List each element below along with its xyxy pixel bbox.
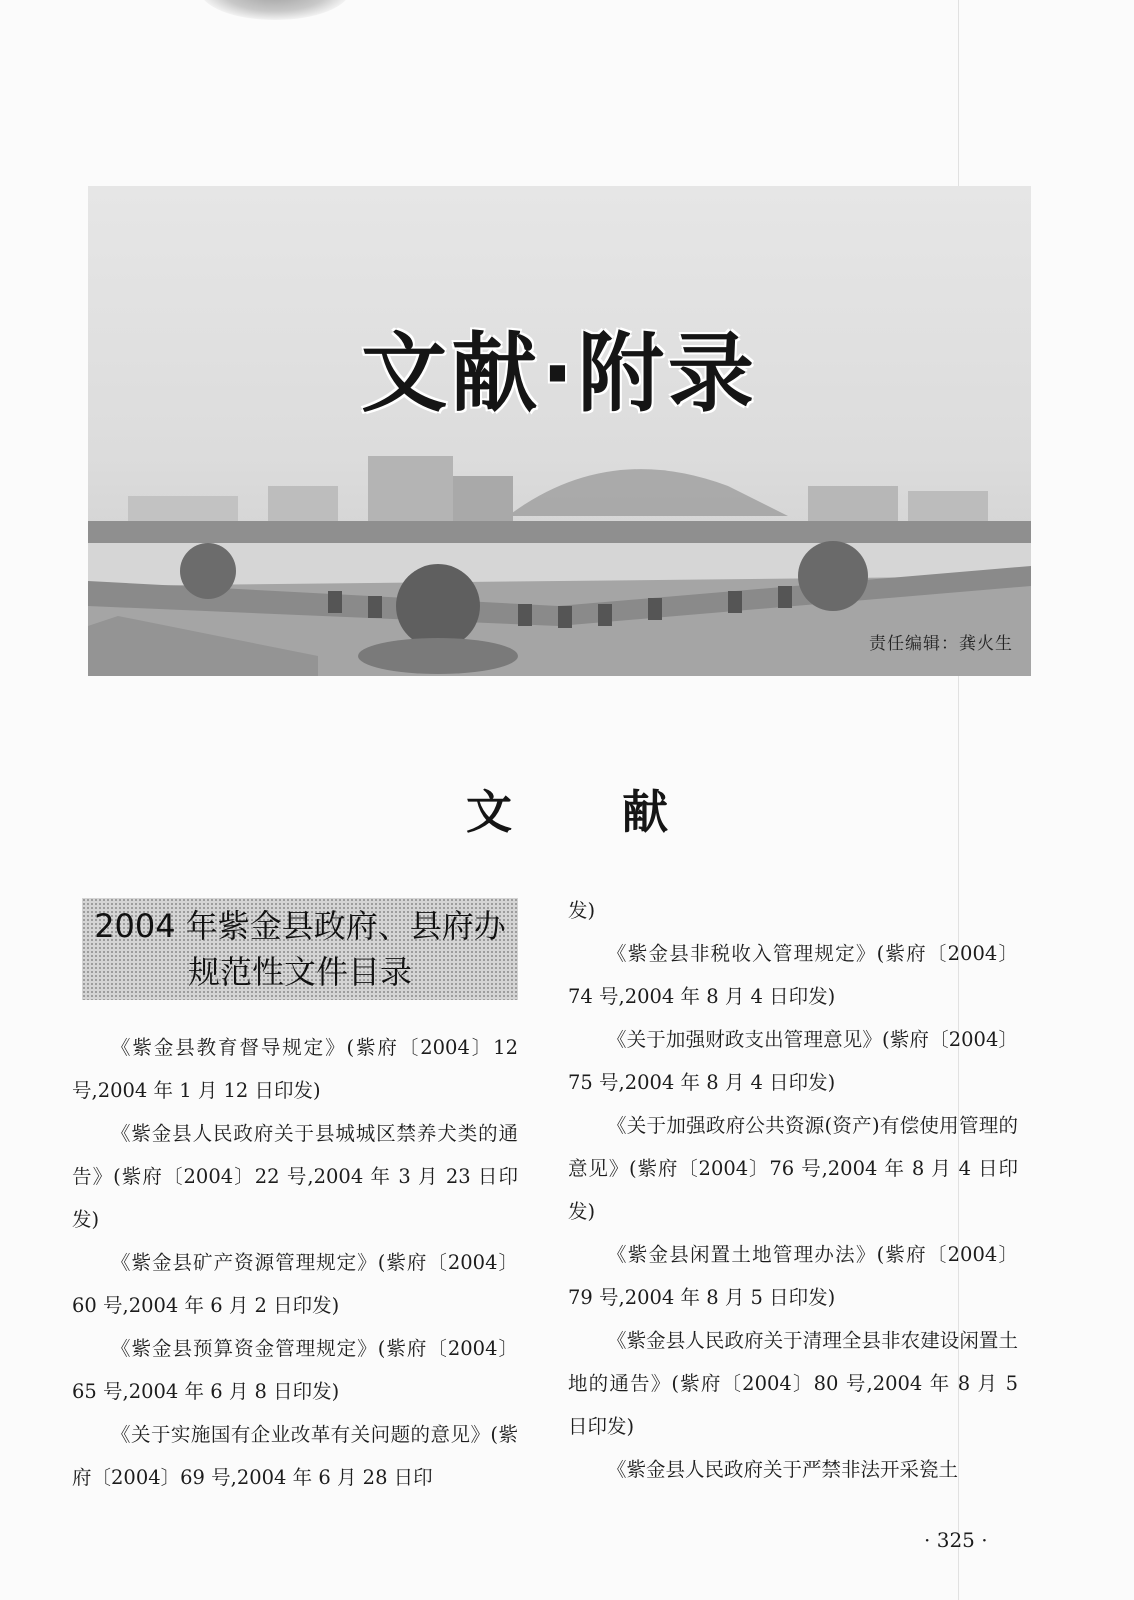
scan-artifact (200, 0, 350, 20)
document-entry: 《紫金县闲置土地管理办法》(紫府〔2004〕79 号,2004 年 8 月 5 日印发) (568, 1243, 1018, 1309)
banner-title: 文献·附录 (361, 324, 758, 424)
document-entry: 《紫金县人民政府关于清理全县非农建设闲置土地的通告》(紫府〔2004〕80 号,2004 年 8 月 5 日印发) (568, 1329, 1018, 1438)
chapter-banner (88, 186, 1031, 676)
banner-cityscape-photo (88, 186, 1031, 676)
document-list-title (82, 898, 518, 1000)
document-entry: 《关于加强政府公共资源(资产)有偿使用管理的意见》(紫府〔2004〕76 号,2004 年 8 月 4 日印发) (568, 1114, 1018, 1223)
document-entry: 《关于加强财政支出管理意见》(紫府〔2004〕75 号,2004 年 8 月 4 日印发) (568, 1028, 1018, 1094)
document-entry: 《紫金县人民政府关于严禁非法开采瓷土 (607, 1458, 959, 1481)
document-entry: 《紫金县预算资金管理规定》(紫府〔2004〕65 号,2004 年 6 月 8 日印发) (72, 1337, 518, 1403)
right-column (568, 889, 1018, 1491)
document-entry: 《紫金县教育督导规定》(紫府〔2004〕12号,2004 年 1 月 12 日印发) (72, 1036, 518, 1102)
document-list-title-line-2: 规范性文件目录 (187, 953, 412, 991)
document-entry-continuation: 发) (568, 899, 596, 922)
document-entry: 《紫金县矿产资源管理规定》(紫府〔2004〕60 号,2004 年 6 月 2 日印发) (72, 1251, 518, 1317)
document-list-title-line-1: 2004 年紫金县政府、县府办 (94, 907, 506, 945)
section-heading: 文献 (466, 785, 778, 839)
left-column (72, 1026, 518, 1499)
responsible-editor-credit: 责任编辑：龚火生 (869, 634, 1013, 654)
page-number: · 325 · (924, 1528, 988, 1552)
document-entry: 《关于实施国有企业改革有关问题的意见》(紫府〔2004〕69 号,2004 年 6 月 28 日印 (72, 1423, 518, 1489)
document-entry: 《紫金县人民政府关于县城城区禁养犬类的通告》(紫府〔2004〕22 号,2004 年 3 月 23 日印发) (72, 1122, 518, 1231)
document-entry: 《紫金县非税收入管理规定》(紫府〔2004〕74 号,2004 年 8 月 4 日印发) (568, 942, 1018, 1008)
